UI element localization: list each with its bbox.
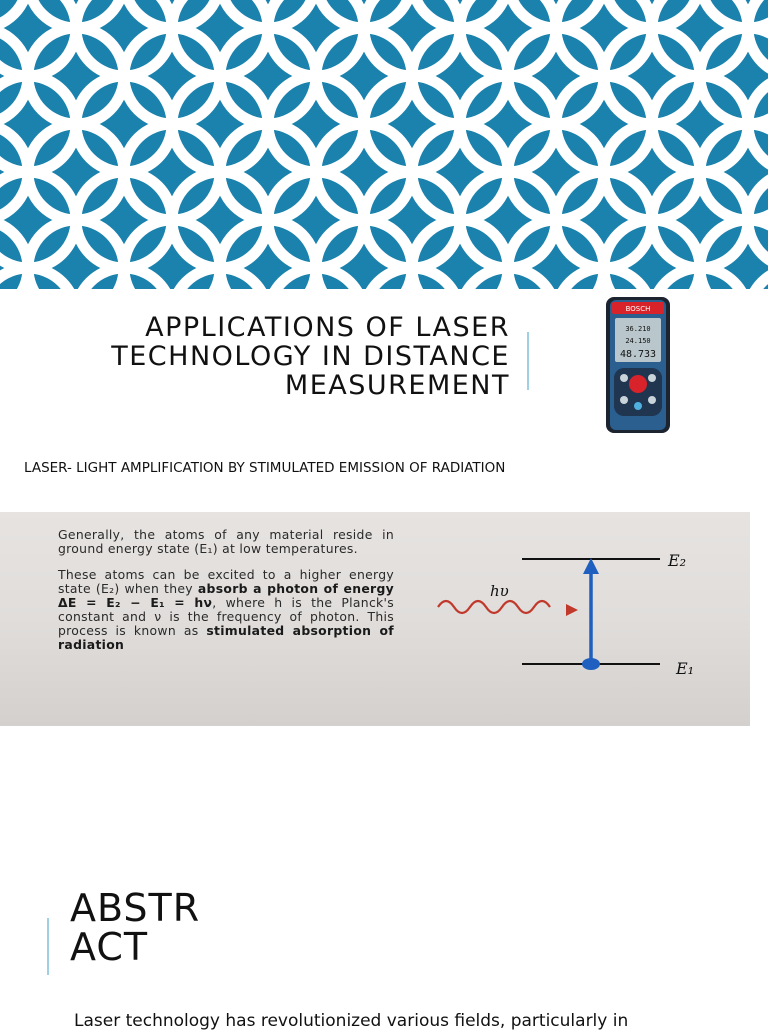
excitation-arrow-head xyxy=(583,558,599,574)
energy-level-figure xyxy=(0,512,750,726)
header-pattern-banner xyxy=(0,0,768,289)
photon-label: hυ xyxy=(490,582,509,600)
abstract-heading-line-1: ABSTR xyxy=(70,886,201,930)
page-title xyxy=(40,313,510,400)
device-reading-2: 24.150 xyxy=(625,337,651,345)
device-brand: BOSCH xyxy=(625,305,651,313)
diagram-paragraph-2: These atoms can be excited to a higher energy state (E₂) when they absorb a photon of energy ΔE = E₂ − E₁ = hν, where h is the Planck's constant and ν is the frequency of photon. This process is known as stimulated absorption of radiation xyxy=(58,567,394,652)
device-reading-1: 36.210 xyxy=(625,325,651,333)
incident-photon-wave xyxy=(438,601,550,613)
photon-arrow-head xyxy=(566,604,578,616)
upper-level-label: E₂ xyxy=(668,551,687,570)
stimulated-absorption-term: stimulated absorption of radiation xyxy=(58,623,394,652)
title-line-2: TECHNOLOGY IN DISTANCE xyxy=(111,341,510,372)
energy-level-diagram xyxy=(0,512,750,726)
title-line-1: APPLICATIONS OF LASER xyxy=(145,312,510,343)
abstract-body-text: Laser technology has revolutionized various fields, particularly in xyxy=(74,1011,629,1031)
lower-level-label: E₁ xyxy=(676,659,695,678)
abstract-heading xyxy=(70,886,270,969)
device-reading-3: 48.733 xyxy=(619,349,657,360)
laser-distance-meter-image xyxy=(604,296,672,434)
diagram-paragraph-1: Generally, the atoms of any material reside in ground energy state (E₁) at low temperatures. xyxy=(58,527,394,556)
title-line-3: MEASUREMENT xyxy=(284,370,510,401)
ground-state-electron xyxy=(582,658,600,670)
title-accent-rule xyxy=(527,332,529,390)
photon-energy-equation: absorb a photon of energy ΔE = E₂ − E₁ = hν xyxy=(58,581,394,610)
abstract-accent-rule xyxy=(47,918,49,975)
banner-ring-pattern xyxy=(0,0,768,289)
laser-acronym-subtitle: LASER- LIGHT AMPLIFICATION BY STIMULATED EMISSION OF RADIATION xyxy=(24,460,506,476)
abstract-heading-line-2: ACT xyxy=(70,925,149,969)
